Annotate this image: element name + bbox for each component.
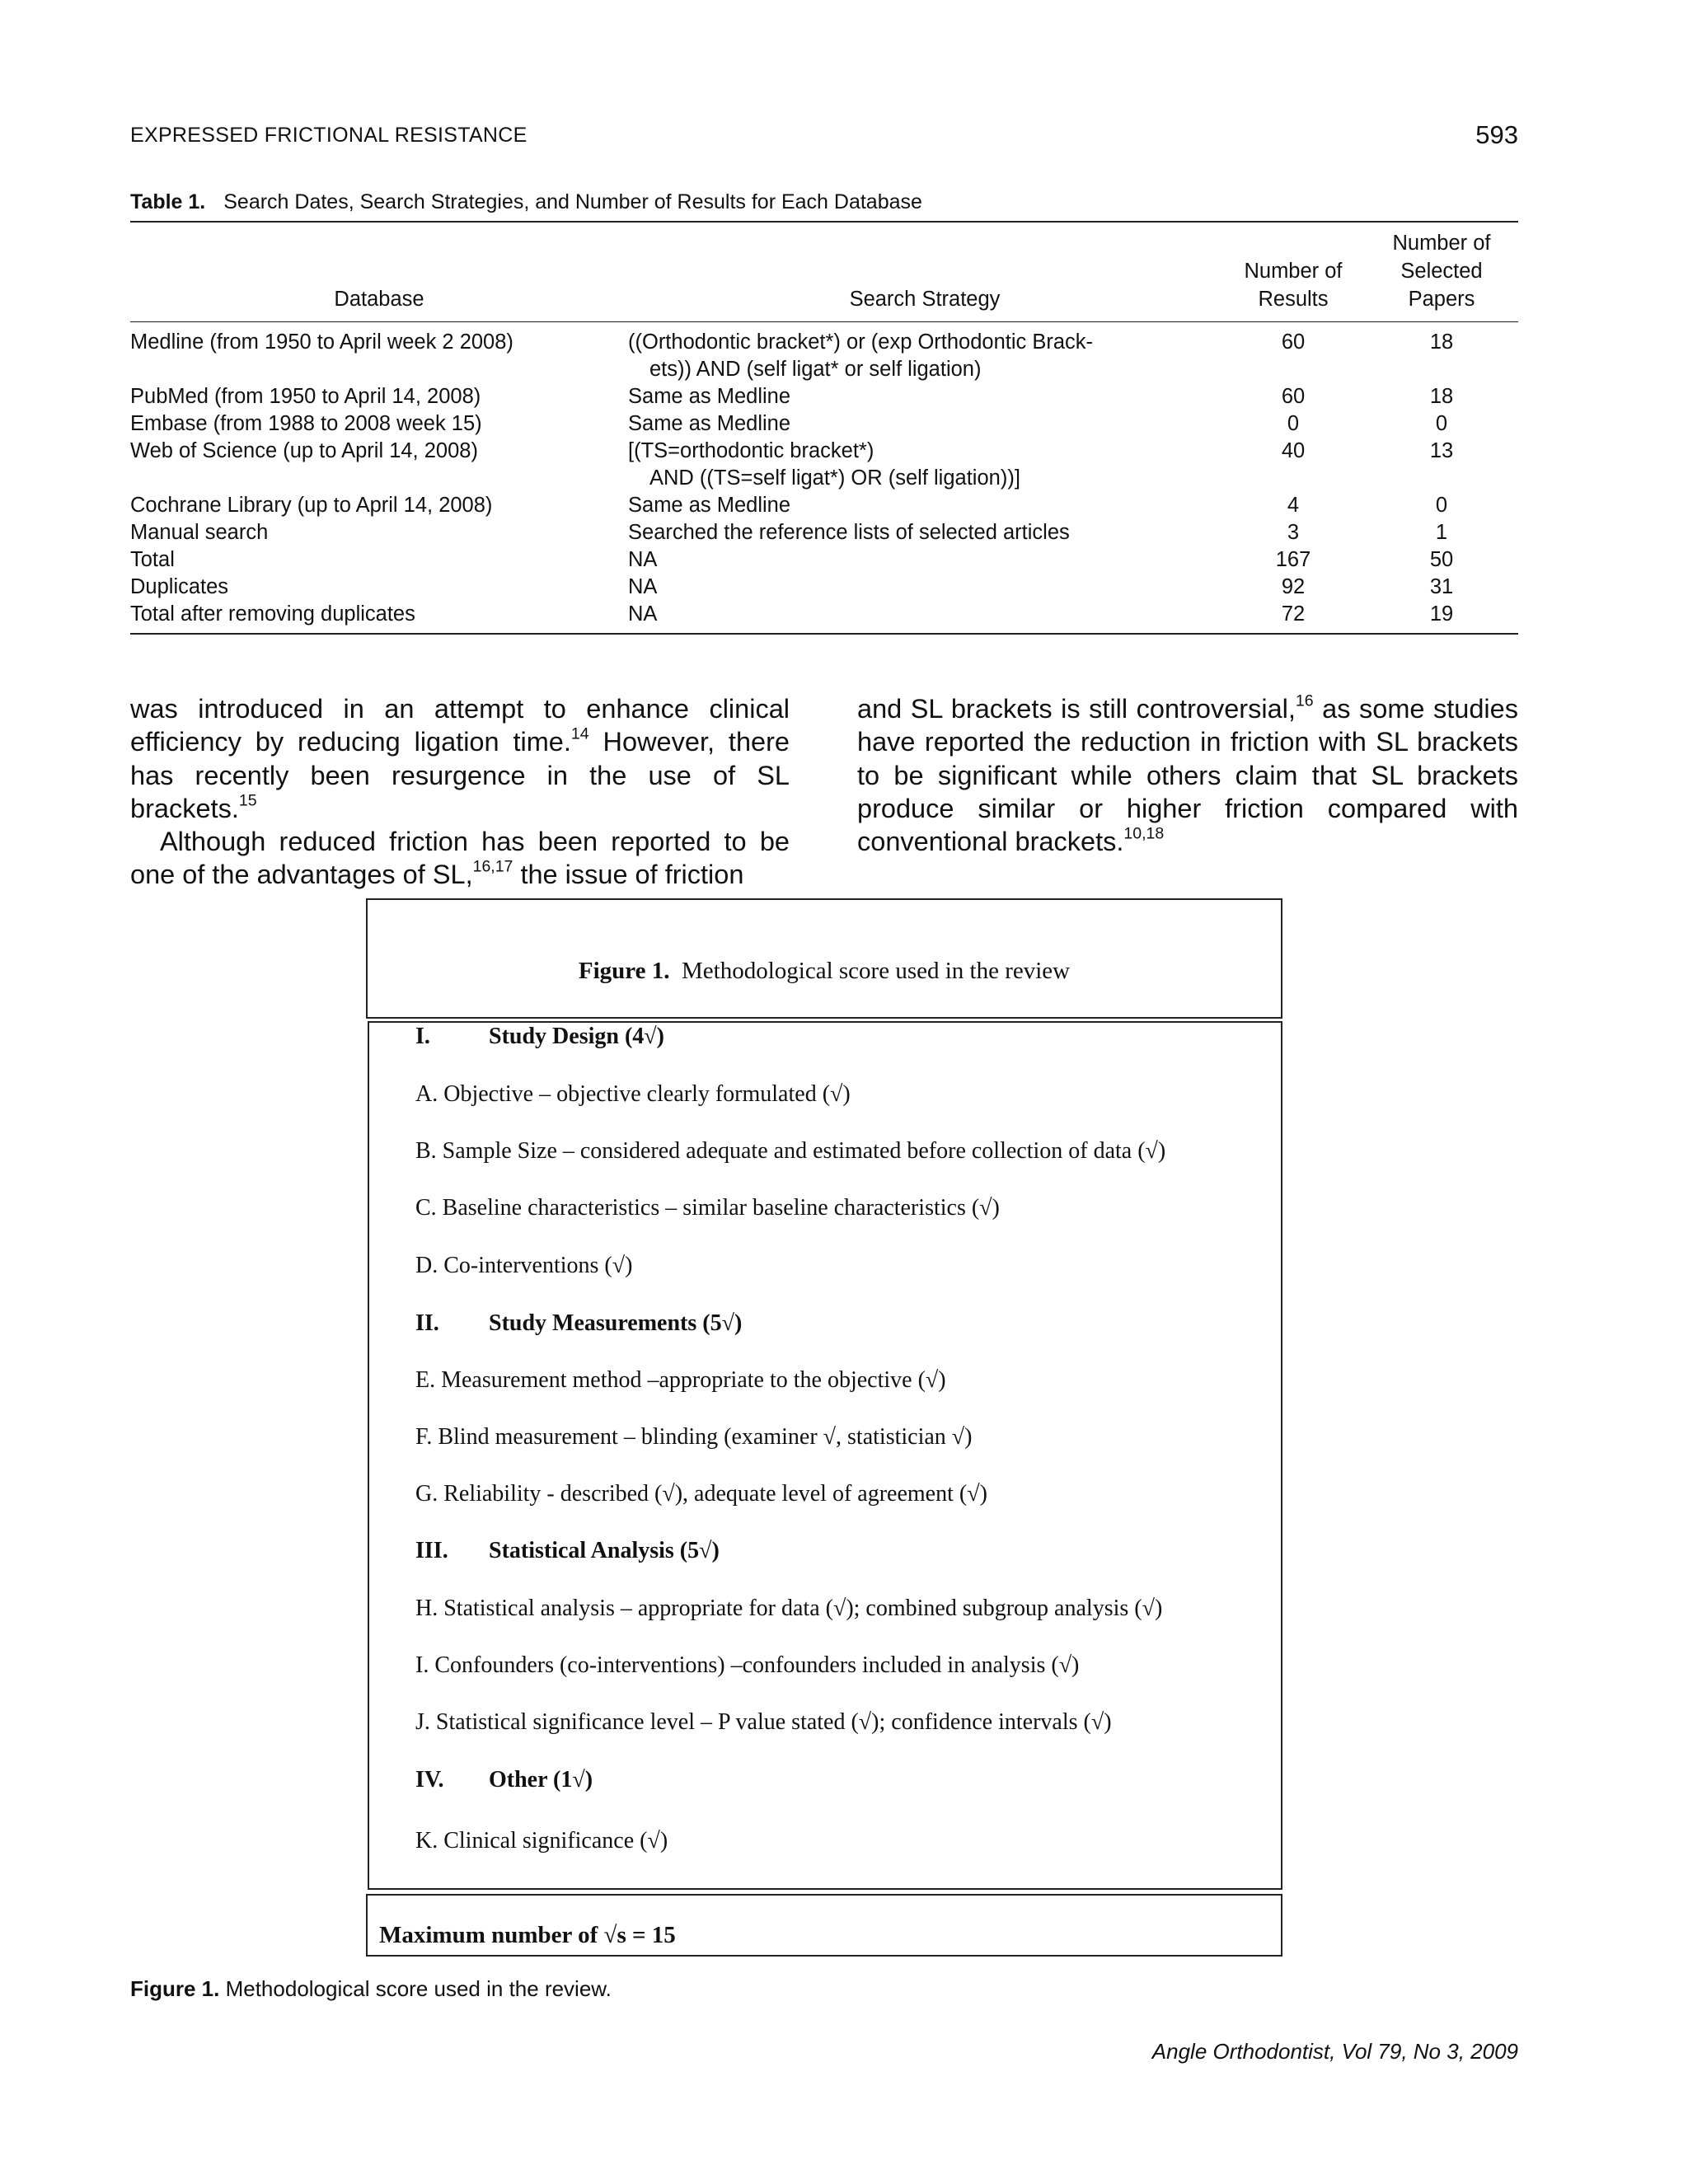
table-header-row (130, 222, 1518, 322)
figure-item: J. Statistical significance level – P value stated (√); confidence intervals (√) (415, 1709, 1112, 1735)
figure-item: A. Objective – objective clearly formulated (√) (415, 1081, 851, 1107)
column-header-results: Number of Results (1244, 260, 1343, 311)
table-row: Medline (from 1950 to April week 2 2008) ((Orthodontic bracket*) or (exp Orthodontic Brack- ets)) AND (self ligat* or self ligation) 60 18 (130, 330, 1454, 381)
figure-item: B. Sample Size – considered adequate and estimated before collection of data (√) (415, 1138, 1166, 1164)
column-header-database: Database (334, 288, 424, 311)
figure-section-heading: I. Study Design (4√) (415, 1024, 664, 1049)
table-row: Manual search Searched the reference lists of selected articles 3 1 (130, 521, 1448, 544)
table-label: Table 1. (130, 190, 206, 213)
figure-section-heading: IV. Other (1√) (415, 1767, 593, 1793)
figure-item: C. Baseline characteristics – similar baseline characteristics (√) (415, 1195, 1000, 1221)
figure-item: G. Reliability - described (√), adequate level of agreement (√) (415, 1481, 987, 1507)
reference-marker: 16 (1295, 691, 1314, 710)
figure-section-heading: III. Statistical Analysis (5√) (415, 1538, 720, 1563)
figure-item: F. Blind measurement – blinding (examiner √, statistician √) (415, 1424, 973, 1450)
figure-caption: Figure 1. Methodological score used in the review. (130, 1976, 612, 2001)
table-title: Search Dates, Search Strategies, and Number of Results for Each Database (223, 190, 922, 213)
page-number: 593 (1475, 120, 1518, 149)
reference-marker: 16,17 (472, 857, 513, 876)
table-row: Duplicates NA 92 31 (130, 575, 1454, 598)
figure-item: E. Measurement method –appropriate to the objective (√) (415, 1367, 946, 1393)
table-row: Cochrane Library (up to April 14, 2008) Same as Medline 4 0 (130, 494, 1448, 517)
running-title: EXPRESSED FRICTIONAL RESISTANCE (130, 124, 528, 147)
table-row: Total after removing duplicates NA 72 19 (130, 601, 1518, 634)
figure-item: D. Co-interventions (√) (415, 1253, 633, 1278)
figure-title: Figure 1. Methodological score used in the review (578, 958, 1071, 984)
reference-marker: 14 (570, 724, 589, 743)
figure-item: H. Statistical analysis – appropriate for data (√); combined subgroup analysis (√) (415, 1596, 1163, 1621)
column-header-selected: Number of Selected Papers (1392, 232, 1491, 311)
table-row: Total NA 167 50 (130, 548, 1454, 571)
reference-marker: 15 (238, 791, 257, 810)
paragraph: was introduced in an attempt to enhance clinical efficiency by reducing ligation time.$^{14}$ However, there has recently been resurgence in the use of SL brackets.$^{15}$ (130, 694, 790, 823)
table-row: Embase (from 1988 to 2008 week 15) Same as Medline 0 0 (130, 412, 1448, 435)
figure-section-heading: II. Study Measurements (5√) (415, 1310, 743, 1336)
figure-item: I. Confounders (co-interventions) –confounders included in analysis (√) (415, 1652, 1080, 1678)
figure-item: K. Clinical significance (√) (415, 1828, 668, 1854)
paragraph: Although reduced friction has been reported to be one of the advantages of SL,$^{16,17}$ the issue of friction (130, 827, 790, 890)
body-text-left-column (130, 692, 790, 892)
table-caption (130, 190, 922, 214)
column-header-strategy: Search Strategy (849, 288, 1001, 311)
journal-citation: Angle Orthodontist, Vol 79, No 3, 2009 (1151, 2039, 1518, 2064)
body-text-right-column (857, 692, 1518, 858)
figure-footer: Maximum number of √s = 15 (379, 1922, 676, 1948)
table-row: PubMed (from 1950 to April 14, 2008) Same as Medline 60 18 (130, 385, 1454, 408)
reference-marker: 10,18 (1123, 824, 1165, 843)
table-row: Web of Science (up to April 14, 2008) [(TS=orthodontic bracket*) AND ((TS=self ligat*) OR (self ligation))] 40 13 (130, 439, 1454, 490)
search-results-table (130, 221, 1518, 635)
paragraph: and SL brackets is still controversial,$^{16}$ as some studies have reported the reduction in friction with SL brackets to be significant while others claim that SL brackets produce similar or higher friction compared with conventional brackets.$^{10,18}$ (857, 691, 1518, 857)
